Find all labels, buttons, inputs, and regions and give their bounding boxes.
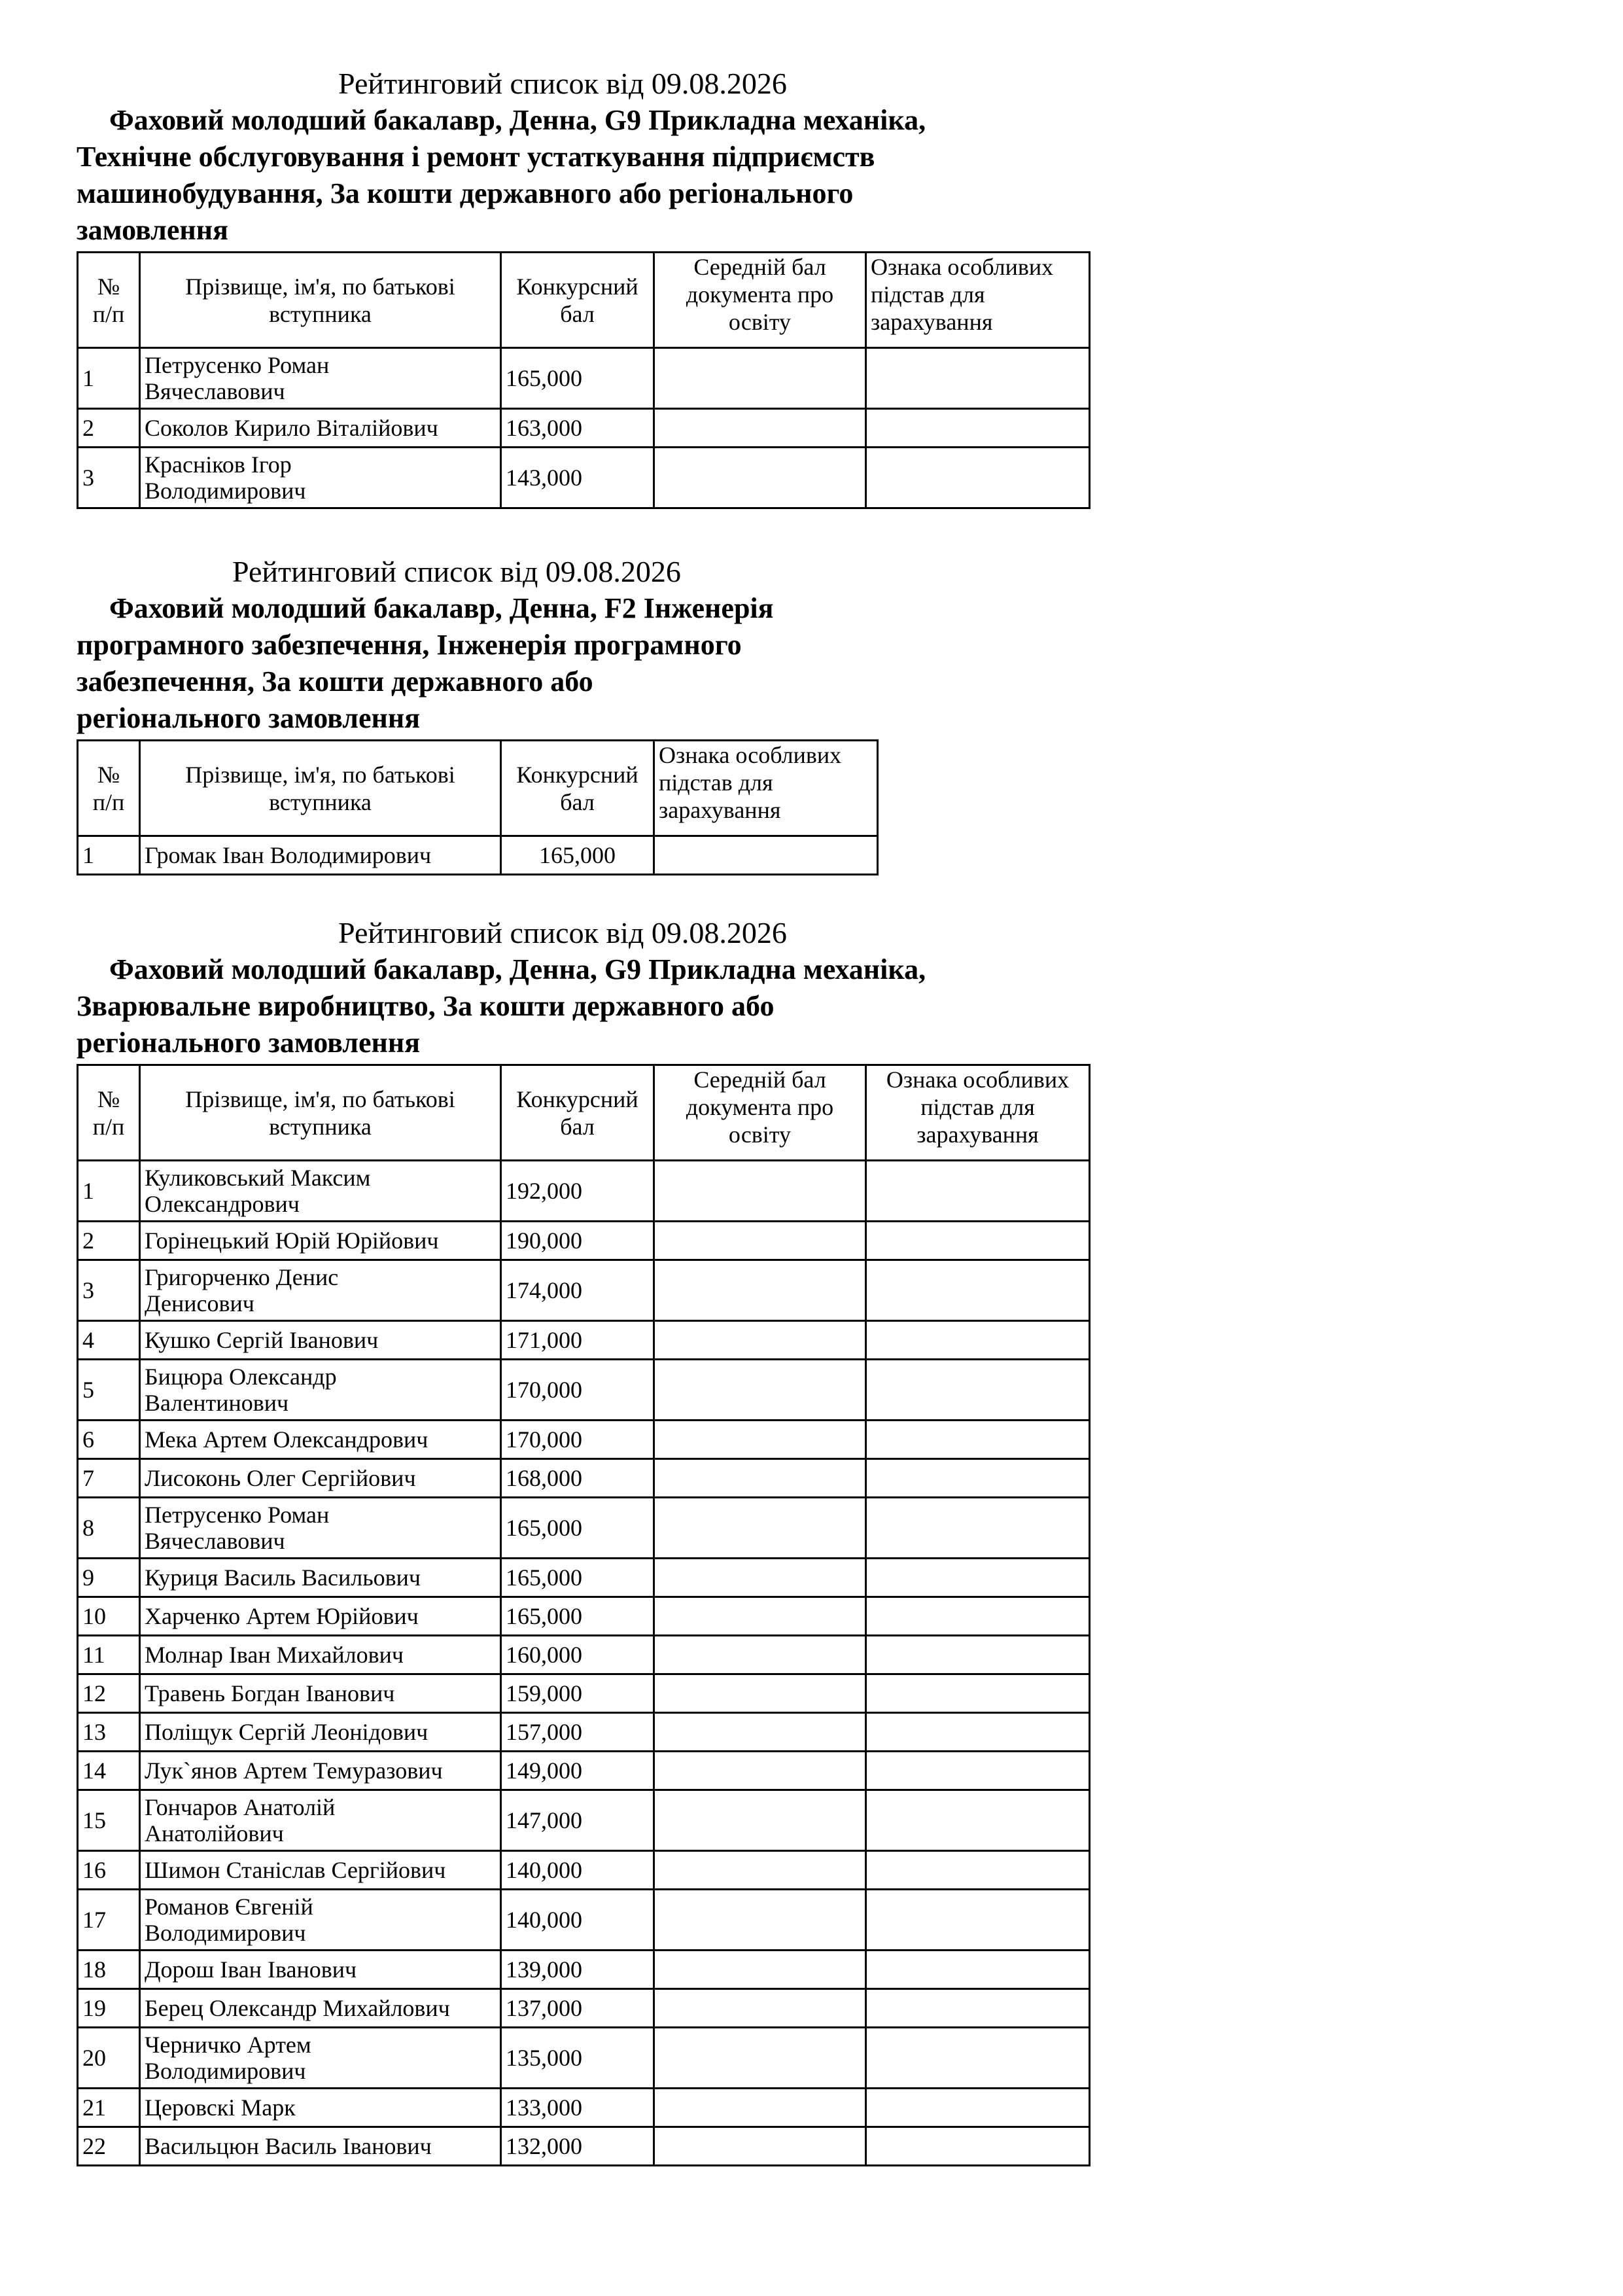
header-score: [501, 741, 654, 836]
competitive-score: 139,000: [501, 1951, 654, 1989]
row-number: 1: [78, 836, 140, 875]
avg-score-cell: [654, 348, 866, 409]
table-header-row: [78, 253, 1090, 348]
applicant-name-line: Дорош Іван Іванович: [145, 1956, 357, 1983]
applicant-name: [140, 1360, 501, 1421]
avg-score-cell: [654, 1321, 866, 1360]
header-special-grounds: [654, 741, 878, 836]
special-grounds-cell: [866, 1161, 1090, 1222]
table-row: [78, 409, 1090, 448]
row-number: 22: [78, 2127, 140, 2166]
rating-list-section: [77, 65, 1091, 509]
applicant-name-line: Петрусенко Роман: [145, 352, 330, 378]
table-row: [78, 1790, 1090, 1851]
applicant-name-line: Шимон Станіслав Сергійович: [145, 1857, 446, 1883]
applicant-name-line: Черничко Артем: [145, 2032, 311, 2058]
applicant-name: [140, 1321, 501, 1360]
program-title-line: замовлення: [77, 214, 228, 246]
header-number-line: №: [97, 273, 120, 300]
applicant-name-line: Церовскі Марк: [145, 2094, 296, 2121]
applicant-name-line: Анатолійович: [145, 1820, 284, 1846]
row-number: 14: [78, 1752, 140, 1790]
table-row: [78, 348, 1090, 409]
row-number: 9: [78, 1559, 140, 1597]
avg-score-cell: [654, 1260, 866, 1321]
applicant-name: [140, 1161, 501, 1222]
row-number: 3: [78, 448, 140, 508]
row-number: 18: [78, 1951, 140, 1989]
applicant-name: [140, 1597, 501, 1636]
competitive-score: 159,000: [501, 1674, 654, 1713]
avg-score-cell: [654, 1674, 866, 1713]
row-number: 6: [78, 1421, 140, 1459]
row-number: 21: [78, 2089, 140, 2127]
competitive-score: 165,000: [501, 1498, 654, 1559]
rating-list-title: Рейтинговий список від 09.08.2026: [232, 555, 681, 588]
applicant-name: [140, 1752, 501, 1790]
header-avg-score-line: Середній бал: [693, 1067, 826, 1093]
table-row: [78, 1951, 1090, 1989]
applicant-name-line: Володимирович: [145, 1920, 306, 1946]
avg-score-cell: [654, 1459, 866, 1498]
row-number: 4: [78, 1321, 140, 1360]
avg-score-cell: [654, 1636, 866, 1674]
table-row: [78, 1161, 1090, 1222]
row-number: 19: [78, 1989, 140, 2028]
competitive-score: 137,000: [501, 1989, 654, 2028]
applicant-name: [140, 1260, 501, 1321]
table-row: [78, 1222, 1090, 1260]
program-title-line: регіонального замовлення: [77, 702, 421, 734]
header-name-line: вступника: [269, 1113, 372, 1140]
special-grounds-cell: [866, 2089, 1090, 2127]
avg-score-cell: [654, 1752, 866, 1790]
header-number-line: №: [97, 1086, 120, 1112]
header-special-grounds-line: Ознака особливих: [659, 742, 842, 768]
table-row: [78, 1713, 1090, 1752]
special-grounds-cell: [866, 448, 1090, 508]
applicant-name-line: Молнар Іван Михайлович: [145, 1642, 404, 1668]
competitive-score: 192,000: [501, 1161, 654, 1222]
program-title-line: забезпечення, За кошти державного або: [77, 665, 593, 698]
rating-list-section: [77, 915, 1091, 2166]
program-title: [77, 590, 879, 737]
applicant-name-line: Валентинович: [145, 1390, 289, 1416]
header-score-line: бал: [560, 788, 595, 815]
applicant-name-line: Гончаров Анатолій: [145, 1794, 336, 1820]
table-row: [78, 836, 878, 875]
avg-score-cell: [654, 1989, 866, 2028]
applicant-name: [140, 2028, 501, 2089]
applicant-name-line: Громак Іван Володимирович: [145, 842, 432, 868]
header-special-grounds: [866, 253, 1090, 348]
header-avg-score: [654, 253, 866, 348]
applicant-name: [140, 1890, 501, 1951]
row-number: 17: [78, 1890, 140, 1951]
row-number: 8: [78, 1498, 140, 1559]
competitive-score: 165,000: [501, 836, 654, 875]
applicant-name-line: Бицюра Олександр: [145, 1364, 337, 1390]
table-row: [78, 1674, 1090, 1713]
row-number: 10: [78, 1597, 140, 1636]
header-avg-score-line: документа про: [686, 1094, 834, 1120]
program-title: [77, 102, 1091, 249]
rating-table: [77, 251, 1091, 509]
applicant-name-line: Соколов Кирило Віталійович: [145, 415, 438, 441]
special-grounds-cell: [866, 1360, 1090, 1421]
table-row: [78, 1321, 1090, 1360]
applicant-name: [140, 448, 501, 508]
applicant-name-line: Володимирович: [145, 2058, 306, 2084]
row-number: 2: [78, 1222, 140, 1260]
table-row: [78, 2089, 1090, 2127]
avg-score-cell: [654, 1421, 866, 1459]
applicant-name-line: Мека Артем Олександрович: [145, 1426, 428, 1453]
table-row: [78, 1752, 1090, 1790]
competitive-score: 143,000: [501, 448, 654, 508]
header-special-grounds-line: зарахування: [659, 797, 781, 823]
applicant-name: [140, 1559, 501, 1597]
applicant-name: [140, 1790, 501, 1851]
competitive-score: 133,000: [501, 2089, 654, 2127]
table-row: [78, 1989, 1090, 2028]
header-special-grounds: [866, 1065, 1090, 1161]
table-row: [78, 1459, 1090, 1498]
table-row: [78, 1890, 1090, 1951]
avg-score-cell: [654, 1222, 866, 1260]
applicant-name-line: Олександрович: [145, 1191, 300, 1217]
header-avg-score-line: Середній бал: [693, 254, 826, 280]
header-special-grounds-line: зарахування: [871, 309, 993, 335]
competitive-score: 135,000: [501, 2028, 654, 2089]
header-name-line: вступника: [269, 300, 372, 327]
table-row: [78, 1636, 1090, 1674]
row-number: 2: [78, 409, 140, 448]
header-special-grounds-line: підстав для: [659, 769, 773, 796]
avg-score-cell: [654, 1597, 866, 1636]
row-number: 7: [78, 1459, 140, 1498]
special-grounds-cell: [866, 2127, 1090, 2166]
applicant-name-line: Денисович: [145, 1290, 254, 1316]
table-row: [78, 1559, 1090, 1597]
avg-score-cell: [654, 1498, 866, 1559]
special-grounds-cell: [866, 1459, 1090, 1498]
program-title-line: Технічне обслуговування і ремонт устаткування підприємств: [77, 141, 875, 173]
applicant-name: [140, 348, 501, 409]
competitive-score: 190,000: [501, 1222, 654, 1260]
avg-score-cell: [654, 1161, 866, 1222]
row-number: 3: [78, 1260, 140, 1321]
special-grounds-cell: [866, 1713, 1090, 1752]
header-number: [78, 1065, 140, 1161]
avg-score-cell: [654, 1790, 866, 1851]
header-name: [140, 741, 501, 836]
special-grounds-cell: [866, 1421, 1090, 1459]
special-grounds-cell: [866, 348, 1090, 409]
header-name-line: Прізвище, ім'я, по батькові: [185, 761, 455, 788]
competitive-score: 140,000: [501, 1851, 654, 1890]
table-row: [78, 2127, 1090, 2166]
rating-table: [77, 1064, 1091, 2166]
applicant-name-line: Володимирович: [145, 478, 306, 504]
header-name: [140, 1065, 501, 1161]
special-grounds-cell: [866, 1951, 1090, 1989]
applicant-name: [140, 1989, 501, 2028]
applicant-name-line: Васильцюн Василь Іванович: [145, 2133, 432, 2159]
rating-list-title: Рейтинговий список від 09.08.2026: [338, 916, 787, 949]
applicant-name: [140, 1498, 501, 1559]
header-name-line: Прізвище, ім'я, по батькові: [185, 273, 455, 300]
competitive-score: 160,000: [501, 1636, 654, 1674]
header-number-line: №: [97, 761, 120, 788]
row-number: 16: [78, 1851, 140, 1890]
special-grounds-cell: [866, 1498, 1090, 1559]
applicant-name-line: Лисоконь Олег Сергійович: [145, 1465, 416, 1491]
header-score-line: Конкурсний: [516, 1086, 638, 1112]
avg-score-cell: [654, 448, 866, 508]
applicant-name-line: Горінецький Юрій Юрійович: [145, 1227, 439, 1254]
header-score-line: бал: [560, 300, 595, 327]
competitive-score: 163,000: [501, 409, 654, 448]
applicant-name: [140, 1851, 501, 1890]
table-header-row: [78, 1065, 1090, 1161]
competitive-score: 147,000: [501, 1790, 654, 1851]
row-number: 12: [78, 1674, 140, 1713]
row-number: 11: [78, 1636, 140, 1674]
avg-score-cell: [654, 2028, 866, 2089]
rating-table: [77, 739, 879, 875]
program-title-line: програмного забезпечення, Інженерія програмного: [77, 629, 742, 661]
special-grounds-cell: [866, 1790, 1090, 1851]
competitive-score: 174,000: [501, 1260, 654, 1321]
header-score-line: Конкурсний: [516, 273, 638, 300]
applicant-name-line: Романов Євгеній: [145, 1894, 313, 1920]
table-row: [78, 1597, 1090, 1636]
applicant-name: [140, 1674, 501, 1713]
header-number-line: п/п: [92, 1113, 125, 1140]
applicant-name: [140, 2127, 501, 2166]
header-special-grounds-line: підстав для: [920, 1094, 1035, 1120]
applicant-name-line: Лук`янов Артем Темуразович: [145, 1757, 443, 1784]
rating-list-section: [77, 554, 879, 875]
competitive-score: 165,000: [501, 1559, 654, 1597]
program-title-line: Фаховий молодший бакалавр, Денна, G9 Прикладна механіка,: [109, 104, 926, 136]
avg-score-cell: [654, 2089, 866, 2127]
header-number-line: п/п: [92, 788, 125, 815]
table-row: [78, 2028, 1090, 2089]
applicant-name-line: Харченко Артем Юрійович: [145, 1603, 419, 1629]
applicant-name: [140, 1713, 501, 1752]
header-name-line: вступника: [269, 788, 372, 815]
header-avg-score: [654, 1065, 866, 1161]
header-number: [78, 253, 140, 348]
header-score-line: бал: [560, 1113, 595, 1140]
header-special-grounds-line: зарахування: [916, 1122, 1039, 1148]
applicant-name-line: Петрусенко Роман: [145, 1502, 330, 1528]
applicant-name: [140, 836, 501, 875]
header-avg-score-line: освіту: [728, 309, 792, 335]
program-title-line: Зварювальне виробництво, За кошти державного або: [77, 990, 775, 1022]
special-grounds-cell: [866, 1222, 1090, 1260]
competitive-score: 171,000: [501, 1321, 654, 1360]
applicant-name: [140, 1636, 501, 1674]
special-grounds-cell: [866, 1636, 1090, 1674]
avg-score-cell: [654, 1713, 866, 1752]
competitive-score: 170,000: [501, 1360, 654, 1421]
rating-list-title: Рейтинговий список від 09.08.2026: [338, 67, 787, 100]
competitive-score: 149,000: [501, 1752, 654, 1790]
applicant-name: [140, 1459, 501, 1498]
table-row: [78, 448, 1090, 508]
applicant-name-line: Григорченко Денис: [145, 1264, 339, 1290]
header-score: [501, 253, 654, 348]
applicant-name-line: Вячеславович: [145, 378, 285, 404]
avg-score-cell: [654, 1951, 866, 1989]
special-grounds-cell: [866, 1674, 1090, 1713]
applicant-name: [140, 1421, 501, 1459]
special-grounds-cell: [866, 1559, 1090, 1597]
program-title-line: машинобудування, За кошти державного або регіонального: [77, 177, 854, 209]
table-row: [78, 1360, 1090, 1421]
table-row: [78, 1498, 1090, 1559]
avg-score-cell: [654, 2127, 866, 2166]
competitive-score: 140,000: [501, 1890, 654, 1951]
row-number: 15: [78, 1790, 140, 1851]
header-special-grounds-line: Ознака особливих: [871, 254, 1054, 280]
special-grounds-cell: [866, 1989, 1090, 2028]
applicant-name-line: Куриця Василь Васильович: [145, 1564, 421, 1591]
special-grounds-cell: [866, 1597, 1090, 1636]
header-avg-score-line: документа про: [686, 281, 834, 308]
applicant-name-line: Красніков Ігор: [145, 451, 292, 478]
row-number: 20: [78, 2028, 140, 2089]
row-number: 1: [78, 348, 140, 409]
special-grounds-cell: [866, 409, 1090, 448]
applicant-name: [140, 2089, 501, 2127]
special-grounds-cell: [866, 2028, 1090, 2089]
program-title: [77, 951, 1091, 1061]
applicant-name-line: Травень Богдан Іванович: [145, 1680, 395, 1706]
applicant-name: [140, 409, 501, 448]
competitive-score: 170,000: [501, 1421, 654, 1459]
applicant-name: [140, 1222, 501, 1260]
avg-score-cell: [654, 1360, 866, 1421]
applicant-name-line: Кушко Сергій Іванович: [145, 1327, 379, 1353]
table-row: [78, 1421, 1090, 1459]
table-row: [78, 1851, 1090, 1890]
special-grounds-cell: [866, 1321, 1090, 1360]
header-avg-score-line: освіту: [728, 1122, 792, 1148]
special-grounds-cell: [654, 836, 878, 875]
competitive-score: 168,000: [501, 1459, 654, 1498]
row-number: 1: [78, 1161, 140, 1222]
row-number: 5: [78, 1360, 140, 1421]
header-name: [140, 253, 501, 348]
special-grounds-cell: [866, 1890, 1090, 1951]
avg-score-cell: [654, 1559, 866, 1597]
competitive-score: 132,000: [501, 2127, 654, 2166]
special-grounds-cell: [866, 1851, 1090, 1890]
applicant-name-line: Вячеславович: [145, 1528, 285, 1554]
header-name-line: Прізвище, ім'я, по батькові: [185, 1086, 455, 1112]
program-title-line: регіонального замовлення: [77, 1027, 421, 1059]
header-number: [78, 741, 140, 836]
special-grounds-cell: [866, 1260, 1090, 1321]
avg-score-cell: [654, 1851, 866, 1890]
applicant-name-line: Поліщук Сергій Леонідович: [145, 1719, 428, 1745]
header-number-line: п/п: [92, 300, 125, 327]
competitive-score: 165,000: [501, 1597, 654, 1636]
applicant-name-line: Берец Олександр Михайлович: [145, 1995, 450, 2021]
avg-score-cell: [654, 1890, 866, 1951]
header-special-grounds-line: підстав для: [871, 281, 985, 308]
header-special-grounds-line: Ознака особливих: [886, 1067, 1070, 1093]
program-title-line: Фаховий молодший бакалавр, Денна, F2 Інженерія: [109, 592, 774, 624]
table-row: [78, 1260, 1090, 1321]
competitive-score: 165,000: [501, 348, 654, 409]
competitive-score: 157,000: [501, 1713, 654, 1752]
applicant-name: [140, 1951, 501, 1989]
program-title-line: Фаховий молодший бакалавр, Денна, G9 Прикладна механіка,: [109, 953, 926, 985]
applicant-name-line: Куликовський Максим: [145, 1165, 371, 1191]
avg-score-cell: [654, 409, 866, 448]
row-number: 13: [78, 1713, 140, 1752]
header-score: [501, 1065, 654, 1161]
table-header-row: [78, 741, 878, 836]
header-score-line: Конкурсний: [516, 761, 638, 788]
special-grounds-cell: [866, 1752, 1090, 1790]
